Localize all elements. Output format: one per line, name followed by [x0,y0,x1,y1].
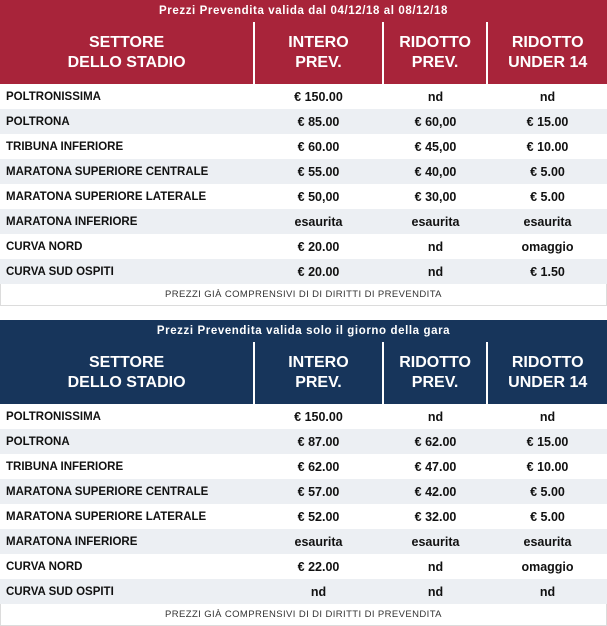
sector-name: CURVA NORD [6,560,83,573]
price-ridotto: nd [427,584,444,599]
table-row [0,579,607,604]
table-row [0,504,607,529]
price-intero: € 57.00 [297,484,340,499]
table-row [0,109,607,134]
sector-name: MARATONA SUPERIORE CENTRALE [6,485,209,498]
price-intero: € 50,00 [297,189,340,204]
table-note: PREZZI GIÀ COMPRENSIVI DI DI DIRITTI DI PREVENDITA [0,284,607,306]
price-under14: € 10.00 [526,459,569,474]
table-title: Prezzi Prevendita valida solo il giorno della gara [0,320,607,342]
price-ridotto: € 32.00 [414,509,457,524]
price-ridotto: nd [427,239,444,254]
table-row [0,529,607,554]
price-intero: € 150.00 [294,409,343,424]
price-ridotto: € 45,00 [414,139,457,154]
sector-name: MARATONA SUPERIORE CENTRALE [6,165,209,178]
table-row [0,429,607,454]
sector-name: POLTRONISSIMA [6,410,101,423]
header-ridotto-under14: RIDOTTO UNDER 14 [488,342,607,404]
sector-name: MARATONA SUPERIORE LATERALE [6,190,207,203]
price-intero: € 87.00 [297,434,340,449]
header-settore: SETTORE DELLO STADIO [0,22,253,84]
table-row [0,159,607,184]
price-under14: € 10.00 [526,139,569,154]
price-intero: € 20.00 [297,264,340,279]
price-under14: nd [539,584,556,599]
price-ridotto: nd [427,89,444,104]
header-ridotto-under14: RIDOTTO UNDER 14 [488,22,607,84]
table-row [0,259,607,284]
table-body [0,404,607,604]
price-ridotto: € 47.00 [414,459,457,474]
price-ridotto: esaurita [411,534,460,549]
price-under14: omaggio [521,559,574,574]
price-under14: esaurita [523,534,572,549]
price-intero: € 20.00 [297,239,340,254]
table-row [0,84,607,109]
table-note: PREZZI GIÀ COMPRENSIVI DI DI DIRITTI DI PREVENDITA [0,604,607,626]
sector-name: TRIBUNA INFERIORE [6,140,124,153]
price-intero: € 22.00 [297,559,340,574]
price-under14: € 5.00 [530,164,565,179]
table-row [0,479,607,504]
price-ridotto: € 42.00 [414,484,457,499]
header-ridotto: RIDOTTO PREV. [384,22,487,84]
price-under14: nd [539,89,556,104]
price-under14: € 5.00 [530,189,565,204]
table-body [0,84,607,284]
table-row [0,134,607,159]
sector-name: TRIBUNA INFERIORE [6,460,124,473]
price-ridotto: € 60,00 [414,114,457,129]
price-intero: € 150.00 [294,89,343,104]
table-row [0,554,607,579]
price-ridotto: nd [427,264,444,279]
price-ridotto: € 30,00 [414,189,457,204]
sector-name: POLTRONA [6,115,70,128]
sector-name: MARATONA SUPERIORE LATERALE [6,510,207,523]
table-row [0,454,607,479]
table-title: Prezzi Prevendita valida dal 04/12/18 al 08/12/18 [0,0,607,22]
price-ridotto: nd [427,559,444,574]
price-under14: € 15.00 [526,434,569,449]
header-ridotto: RIDOTTO PREV. [384,342,487,404]
table-row [0,209,607,234]
price-intero: € 85.00 [297,114,340,129]
price-under14: € 15.00 [526,114,569,129]
price-under14: esaurita [523,214,572,229]
price-under14: € 5.00 [530,484,565,499]
table-row [0,184,607,209]
sector-name: MARATONA INFERIORE [6,535,138,548]
table-row [0,404,607,429]
sector-name: CURVA SUD OSPITI [6,585,114,598]
price-under14: omaggio [521,239,574,254]
price-under14: € 1.50 [530,264,565,279]
price-ridotto: € 62.00 [414,434,457,449]
price-under14: nd [539,409,556,424]
price-intero: esaurita [294,534,343,549]
price-ridotto: esaurita [411,214,460,229]
price-under14: € 5.00 [530,509,565,524]
table-header [0,22,607,84]
table-row [0,234,607,259]
price-table-match-day [0,320,607,623]
sector-name: POLTRONA [6,435,70,448]
header-intero: INTERO PREV. [255,342,382,404]
price-intero: esaurita [294,214,343,229]
table-header [0,342,607,404]
sector-name: MARATONA INFERIORE [6,215,138,228]
header-settore: SETTORE DELLO STADIO [0,342,253,404]
price-intero: € 62.00 [297,459,340,474]
header-intero: INTERO PREV. [255,22,382,84]
price-intero: nd [310,584,327,599]
price-intero: € 60.00 [297,139,340,154]
price-ridotto: € 40,00 [414,164,457,179]
sector-name: CURVA NORD [6,240,83,253]
price-intero: € 55.00 [297,164,340,179]
price-table-presale [0,0,607,310]
price-intero: € 52.00 [297,509,340,524]
price-ridotto: nd [427,409,444,424]
sector-name: CURVA SUD OSPITI [6,265,114,278]
sector-name: POLTRONISSIMA [6,90,101,103]
